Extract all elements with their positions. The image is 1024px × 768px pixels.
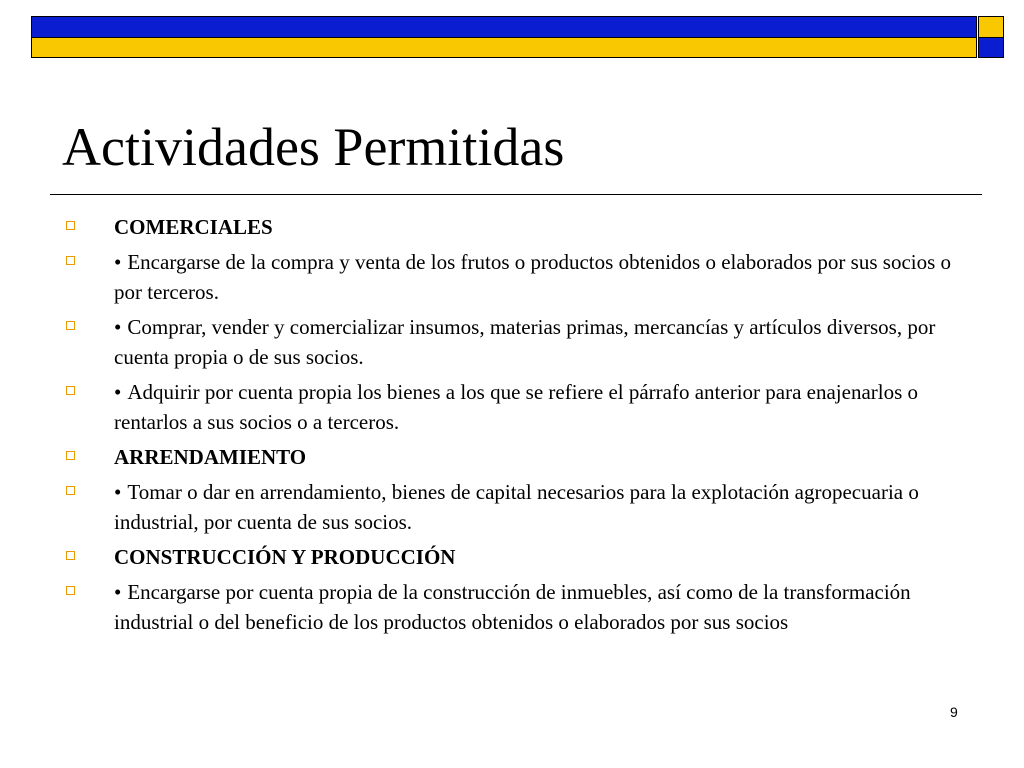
hollow-square-bullet-icon bbox=[66, 256, 75, 265]
hollow-square-bullet-icon bbox=[66, 386, 75, 395]
list-item bbox=[62, 212, 967, 242]
corner-block-gold bbox=[979, 17, 1003, 37]
list-item-text: Encargarse de la compra y venta de los frutos o productos obtenidos o elaborados por sus socios o por terceros. bbox=[114, 250, 952, 304]
list-item bbox=[62, 247, 967, 307]
header-stripe bbox=[31, 16, 977, 58]
list-item bbox=[62, 377, 967, 437]
hollow-square-bullet-icon bbox=[66, 551, 75, 560]
list-item bbox=[62, 542, 967, 572]
hollow-square-bullet-icon bbox=[66, 451, 75, 460]
hollow-square-bullet-icon bbox=[66, 221, 75, 230]
list-item bbox=[62, 312, 967, 372]
header-stripe-blue bbox=[32, 17, 976, 37]
dot-bullet-icon: • bbox=[114, 380, 122, 404]
corner-block-blue bbox=[979, 37, 1003, 58]
hollow-square-bullet-icon bbox=[66, 586, 75, 595]
list-item bbox=[62, 477, 967, 537]
dot-bullet-icon: • bbox=[114, 250, 122, 274]
hollow-square-bullet-icon bbox=[66, 321, 75, 330]
corner-block bbox=[978, 16, 1004, 58]
list-item-text: Comprar, vender y comercializar insumos, materias primas, mercancías y artículos diversos, por cuenta propia o de sus socios. bbox=[114, 315, 936, 369]
list-item bbox=[62, 442, 967, 472]
dot-bullet-icon: • bbox=[114, 315, 122, 339]
list-item-text: Encargarse por cuenta propia de la construcción de inmuebles, así como de la transformación industrial o del beneficio de los productos obtenidos o elaborados por sus socios bbox=[114, 580, 911, 634]
bullet-list bbox=[62, 212, 967, 642]
slide-title: Actividades Permitidas bbox=[62, 117, 565, 177]
list-item-text: Tomar o dar en arrendamiento, bienes de capital necesarios para la explotación agropecuaria o industrial, por cuenta de sus socios. bbox=[114, 480, 919, 534]
list-item bbox=[62, 577, 967, 637]
page-number: 9 bbox=[950, 704, 958, 720]
dot-bullet-icon: • bbox=[114, 480, 122, 504]
list-item-text: COMERCIALES bbox=[114, 215, 273, 239]
dot-bullet-icon: • bbox=[114, 580, 122, 604]
list-item-text: ARRENDAMIENTO bbox=[114, 445, 307, 469]
hollow-square-bullet-icon bbox=[66, 486, 75, 495]
title-divider bbox=[50, 194, 982, 195]
list-item-text: CONSTRUCCIÓN Y PRODUCCIÓN bbox=[114, 545, 456, 569]
header-stripe-gold bbox=[32, 37, 976, 58]
list-item-text: Adquirir por cuenta propia los bienes a los que se refiere el párrafo anterior para enajenarlos o rentarlos a sus socios o a terceros. bbox=[114, 380, 919, 434]
